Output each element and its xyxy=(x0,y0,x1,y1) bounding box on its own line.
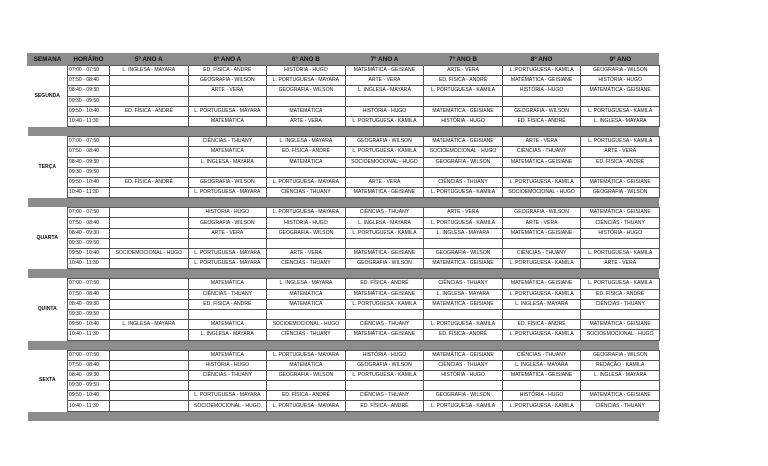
schedule-cell xyxy=(110,330,189,340)
time-slot: 08:40 - 09:30 xyxy=(68,299,110,309)
schedule-cell: L. PORTUGUESA - KAMILA xyxy=(502,177,581,187)
schedule-cell xyxy=(502,167,581,177)
schedule-cell xyxy=(581,309,660,319)
schedule-cell xyxy=(267,96,346,106)
table-row xyxy=(28,167,660,177)
column-header: 6º ANO B xyxy=(267,53,346,66)
schedule-cell xyxy=(110,401,189,411)
schedule-cell xyxy=(110,228,189,238)
schedule-cell xyxy=(345,238,424,248)
time-slot: 10:40 - 11:30 xyxy=(68,259,110,269)
schedule-cell: CIÊNCIAS - THUANY xyxy=(424,177,503,187)
day-label: TERÇA xyxy=(38,163,57,170)
schedule-cell: CIÊNCIAS - THUANY xyxy=(267,330,346,340)
schedule-cell: CIÊNCIAS - THUANY xyxy=(502,249,581,259)
schedule-cell xyxy=(345,167,424,177)
schedule-cell: ARTE - VERA xyxy=(581,259,660,269)
schedule-cell: L. PORTUGUESA - KAMILA xyxy=(424,218,503,228)
schedule-cell xyxy=(267,238,346,248)
schedule-cell: SOCIOEMOCIONAL - HUGO xyxy=(188,401,267,411)
schedule-cell: L. PORTUGUESA - MAYARA xyxy=(188,188,267,198)
schedule-cell: ED. FÍSICA - ANDRÉ xyxy=(267,391,346,401)
schedule-cell: MATEMÁTICA xyxy=(267,299,346,309)
schedule-cell xyxy=(188,167,267,177)
column-header: 6º ANO A xyxy=(188,53,267,66)
schedule-cell: CIÊNCIAS - THUANY xyxy=(581,218,660,228)
schedule-cell: L. PORTUGUESA - MAYARA xyxy=(188,259,267,269)
column-header: SEMANA xyxy=(28,53,68,66)
schedule-cell: L. INGLESA - MAYARA xyxy=(424,228,503,238)
schedule-cell: CIÊNCIAS - THUANY xyxy=(581,401,660,411)
schedule-cell: L. INGLESA - MAYARA xyxy=(502,360,581,370)
schedule-cell xyxy=(581,381,660,391)
schedule-cell xyxy=(581,96,660,106)
schedule-cell xyxy=(424,167,503,177)
schedule-cell: CIÊNCIAS - THUANY xyxy=(345,320,424,330)
time-slot: 08:40 - 09:30 xyxy=(68,86,110,96)
time-slot: 10:40 - 11:30 xyxy=(68,188,110,198)
time-slot: 10:40 - 11:30 xyxy=(68,116,110,126)
table-row xyxy=(28,76,660,86)
schedule-cell: L. INGLESA - MAYARA xyxy=(267,137,346,147)
schedule-cell xyxy=(345,96,424,106)
schedule-cell: MATEMÁTICA xyxy=(188,147,267,157)
schedule-cell: CIÊNCIAS - THUANY xyxy=(188,289,267,299)
separator-bar xyxy=(28,269,660,279)
schedule-cell: HISTÓRIA - HUGO xyxy=(188,208,267,218)
schedule-cell: SOCIOEMOCIONAL - HUGO xyxy=(502,188,581,198)
schedule-cell xyxy=(345,381,424,391)
schedule-cell: ED. FÍSICA - ANDRÉ xyxy=(110,106,189,116)
day-label: QUARTA xyxy=(36,234,58,241)
schedule-cell: MATEMÁTICA xyxy=(188,320,267,330)
schedule-cell xyxy=(110,76,189,86)
schedule-cell: MATEMÁTICA - GEISIANE xyxy=(424,350,503,360)
time-slot: 09:30 - 09:50 xyxy=(68,381,110,391)
column-header: 7º ANO A xyxy=(345,53,424,66)
schedule-cell xyxy=(110,188,189,198)
schedule-cell xyxy=(424,96,503,106)
schedule-cell: ED. FÍSICA - ANDRÉ xyxy=(581,289,660,299)
schedule-cell: L. PORTUGUESA - KAMILA xyxy=(424,188,503,198)
schedule-cell: SOCIOEMOCIONAL - HUGO xyxy=(267,320,346,330)
schedule-cell: CIÊNCIAS - THUANY xyxy=(345,391,424,401)
schedule-cell xyxy=(581,238,660,248)
schedule-cell: GEOGRAFIA - WILSON xyxy=(345,360,424,370)
schedule-cell xyxy=(110,208,189,218)
schedule-cell xyxy=(110,299,189,309)
schedule-cell xyxy=(110,381,189,391)
schedule-cell xyxy=(110,350,189,360)
schedule-cell: ED. FÍSICA - ANDRÉ xyxy=(424,76,503,86)
schedule-cell xyxy=(267,381,346,391)
schedule-cell: HISTÓRIA - HUGO xyxy=(267,66,346,76)
day-label: QUINTA xyxy=(37,305,57,312)
schedule-cell: MATEMÁTICA xyxy=(188,279,267,289)
schedule-cell: MATEMÁTICA - GEISIANE xyxy=(502,228,581,238)
schedule-cell: CIÊNCIAS - THUANY xyxy=(267,188,346,198)
schedule-cell: GEOGRAFIA - WILSON xyxy=(502,208,581,218)
schedule-cell: MATEMÁTICA xyxy=(267,157,346,167)
schedule-cell: MATEMÁTICA xyxy=(188,350,267,360)
schedule-cell: ARTE - VERA xyxy=(188,228,267,238)
schedule-cell: HISTÓRIA - HUGO xyxy=(424,370,503,380)
schedule-cell: L. PORTUGUESA - KAMILA xyxy=(345,147,424,157)
schedule-cell: ARTE - VERA xyxy=(502,218,581,228)
schedule-cell: ED. FÍSICA - ANDRÉ xyxy=(267,147,346,157)
schedule-cell: L. PORTUGUESA - KAMILA xyxy=(345,228,424,238)
schedule-cell: SOCIOEMOCIONAL - HUGO xyxy=(110,249,189,259)
schedule-cell xyxy=(110,116,189,126)
schedule-cell: GEOGRAFIA - WILSON xyxy=(424,249,503,259)
table-row xyxy=(28,381,660,391)
schedule-cell: L. INGLESA - MAYARA xyxy=(110,320,189,330)
schedule-cell: ARTE - VERA xyxy=(267,249,346,259)
schedule-cell: L. INGLESA - MAYARA xyxy=(424,289,503,299)
schedule-cell: GEOGRAFIA - WILSON xyxy=(424,157,503,167)
table-row xyxy=(28,350,660,360)
table-row xyxy=(28,309,660,319)
table-row xyxy=(28,391,660,401)
schedule-cell xyxy=(110,147,189,157)
schedule-cell xyxy=(188,238,267,248)
schedule-cell: L. PORTUGUESA - KAMILA xyxy=(345,299,424,309)
schedule-cell: L. PORTUGUESA - MAYARA xyxy=(188,106,267,116)
schedule-cell: GEOGRAFIA - WILSON xyxy=(188,76,267,86)
schedule-cell: MATEMÁTICA - GEISIANE xyxy=(581,86,660,96)
day-separator xyxy=(28,340,660,350)
time-slot: 10:40 - 11:30 xyxy=(68,401,110,411)
schedule-cell: GEOGRAFIA - WILSON xyxy=(424,391,503,401)
schedule-cell: MATEMÁTICA - GEISIANE xyxy=(424,259,503,269)
header-row xyxy=(28,53,660,66)
schedule-cell: HISTÓRIA - HUGO xyxy=(345,350,424,360)
schedule-cell: L. INGLESA - MAYARA xyxy=(188,330,267,340)
schedule-cell: MATEMÁTICA - GEISIANE xyxy=(345,289,424,299)
day-label: SEGUNDA xyxy=(34,92,60,99)
schedule-cell: CIÊNCIAS - THUANY xyxy=(502,350,581,360)
time-slot: 07:00 - 07:50 xyxy=(68,279,110,289)
day-separator xyxy=(28,127,660,137)
schedule-cell xyxy=(110,370,189,380)
schedule-cell xyxy=(581,167,660,177)
schedule-cell xyxy=(110,279,189,289)
schedule-cell: REDAÇÃO - KAMILA xyxy=(581,360,660,370)
schedule-cell: ED. FÍSICA - ANDRÉ xyxy=(502,116,581,126)
table-row xyxy=(28,96,660,106)
schedule-cell: ED. FÍSICA - ANDRÉ xyxy=(345,279,424,289)
time-slot: 07:50 - 08:40 xyxy=(68,147,110,157)
table-row xyxy=(28,157,660,167)
schedule-cell: SOCIOEMOCIONAL - HUGO xyxy=(345,157,424,167)
day-separator xyxy=(28,411,660,421)
schedule-cell: GEOGRAFIA - WILSON xyxy=(188,177,267,187)
schedule-cell: HISTÓRIA - HUGO xyxy=(581,228,660,238)
schedule-cell: MATEMÁTICA - GEISIANE xyxy=(424,299,503,309)
schedule-cell: HISTÓRIA - HUGO xyxy=(581,76,660,86)
schedule-cell: L. PORTUGUESA - MAYARA xyxy=(188,249,267,259)
schedule-body xyxy=(28,66,660,421)
table-row xyxy=(28,147,660,157)
time-slot: 07:50 - 08:40 xyxy=(68,218,110,228)
schedule-cell: GEOGRAFIA - WILSON xyxy=(267,370,346,380)
time-slot: 08:40 - 09:30 xyxy=(68,370,110,380)
schedule-cell: MATEMÁTICA - GEISIANE xyxy=(424,137,503,147)
table-row xyxy=(28,218,660,228)
time-slot: 09:50 - 10:40 xyxy=(68,320,110,330)
table-row xyxy=(28,177,660,187)
schedule-cell xyxy=(502,238,581,248)
schedule-cell: L. PORTUGUESA - KAMILA xyxy=(424,86,503,96)
time-slot: 07:50 - 08:40 xyxy=(68,289,110,299)
schedule-cell: ARTE - VERA xyxy=(424,208,503,218)
schedule-cell xyxy=(424,238,503,248)
schedule-cell: HISTÓRIA - HUGO xyxy=(424,116,503,126)
time-slot: 09:50 - 10:40 xyxy=(68,249,110,259)
separator-bar xyxy=(28,411,660,421)
schedule-cell: L. PORTUGUESA - KAMILA xyxy=(345,116,424,126)
schedule-cell: HISTÓRIA - HUGO xyxy=(502,86,581,96)
table-row xyxy=(28,208,660,218)
time-slot: 07:00 - 07:50 xyxy=(68,208,110,218)
schedule-cell: HISTÓRIA - HUGO xyxy=(502,391,581,401)
schedule-cell xyxy=(267,309,346,319)
schedule-cell: GEOGRAFIA - WILSON xyxy=(581,66,660,76)
schedule-cell xyxy=(110,309,189,319)
table-row xyxy=(28,289,660,299)
time-slot: 07:50 - 08:40 xyxy=(68,360,110,370)
table-row xyxy=(28,330,660,340)
schedule-cell xyxy=(188,381,267,391)
time-slot: 09:50 - 10:40 xyxy=(68,106,110,116)
schedule-cell: MATEMÁTICA - GEISIANE xyxy=(345,330,424,340)
time-slot: 08:40 - 09:30 xyxy=(68,157,110,167)
time-slot: 08:40 - 09:30 xyxy=(68,228,110,238)
schedule-cell: ARTE - VERA xyxy=(424,66,503,76)
schedule-cell xyxy=(110,167,189,177)
schedule-cell: MATEMÁTICA xyxy=(267,106,346,116)
schedule-cell: L. PORTUGUESA - MAYARA xyxy=(267,350,346,360)
schedule-cell: CIÊNCIAS - THUANY xyxy=(188,137,267,147)
schedule-cell: L. PORTUGUESA - KAMILA xyxy=(502,66,581,76)
schedule-cell: HISTÓRIA - HUGO xyxy=(267,218,346,228)
schedule-cell: GEOGRAFIA - WILSON xyxy=(267,86,346,96)
schedule-cell: ARTE - VERA xyxy=(267,116,346,126)
schedule-cell: L. PORTUGUESA - MAYARA xyxy=(267,177,346,187)
schedule-cell: MATEMÁTICA xyxy=(267,360,346,370)
schedule-cell: L. PORTUGUESA - KAMILA xyxy=(581,249,660,259)
schedule-cell: L. PORTUGUESA - KAMILA xyxy=(502,289,581,299)
separator-bar xyxy=(28,198,660,208)
schedule-cell: CIÊNCIAS - THUANY xyxy=(502,147,581,157)
schedule-cell: L. PORTUGUESA - KAMILA xyxy=(345,370,424,380)
separator-bar xyxy=(28,340,660,350)
time-slot: 07:00 - 07:50 xyxy=(68,350,110,360)
schedule-cell: L. PORTUGUESA - KAMILA xyxy=(424,320,503,330)
schedule-cell xyxy=(110,238,189,248)
schedule-cell: ED. FÍSICA - ANDRÉ xyxy=(502,320,581,330)
schedule-cell: ED. FÍSICA - ANDRÉ xyxy=(188,66,267,76)
time-slot: 07:50 - 08:40 xyxy=(68,76,110,86)
schedule-cell xyxy=(110,360,189,370)
schedule-cell: MATEMÁTICA - GEISIANE xyxy=(581,391,660,401)
schedule-cell: ED. FÍSICA - ANDRÉ xyxy=(345,401,424,411)
schedule-sheet xyxy=(27,53,659,421)
table-row xyxy=(28,188,660,198)
schedule-cell xyxy=(502,381,581,391)
schedule-cell: ED. FÍSICA - ANDRÉ xyxy=(581,157,660,167)
day-separator xyxy=(28,198,660,208)
schedule-cell: ARTE - VERA xyxy=(188,86,267,96)
table-row xyxy=(28,370,660,380)
schedule-cell: MATEMÁTICA - GEISIANE xyxy=(345,66,424,76)
schedule-cell: MATEMÁTICA - GEISIANE xyxy=(581,177,660,187)
time-slot: 09:30 - 09:50 xyxy=(68,167,110,177)
table-row xyxy=(28,137,660,147)
schedule-cell: ED. FÍSICA - ANDRÉ xyxy=(424,330,503,340)
schedule-cell xyxy=(110,137,189,147)
schedule-cell: GEOGRAFIA - WILSON xyxy=(188,218,267,228)
table-row xyxy=(28,279,660,289)
schedule-cell: L. PORTUGUESA - MAYARA xyxy=(188,391,267,401)
day-separator xyxy=(28,269,660,279)
schedule-cell: SOCIOEMOCIONAL - HUGO xyxy=(424,147,503,157)
schedule-cell: L. INGLESA - MAYARA xyxy=(502,299,581,309)
schedule-cell: MATEMÁTICA xyxy=(188,116,267,126)
column-header: 5º ANO A xyxy=(110,53,189,66)
time-slot: 09:30 - 09:50 xyxy=(68,96,110,106)
schedule-cell: GEOGRAFIA - WILSON xyxy=(267,228,346,238)
day-label: SEXTA xyxy=(38,377,56,384)
column-header: 9º ANO xyxy=(581,53,660,66)
schedule-cell: MATEMÁTICA - GEISIANE xyxy=(502,279,581,289)
schedule-cell: L. PORTUGUESA - KAMILA xyxy=(424,401,503,411)
schedule-cell: SOCIOEMOCIONAL - HUGO xyxy=(581,330,660,340)
schedule-cell: L. INGLESA - MAYARA xyxy=(581,370,660,380)
schedule-cell xyxy=(110,157,189,167)
schedule-cell: L. PORTUGUESA - MAYARA xyxy=(267,401,346,411)
table-row xyxy=(28,320,660,330)
table-row xyxy=(28,228,660,238)
table-row xyxy=(28,66,660,76)
schedule-cell xyxy=(345,309,424,319)
schedule-cell: CIÊNCIAS - THUANY xyxy=(581,299,660,309)
schedule-cell xyxy=(267,167,346,177)
schedule-cell xyxy=(110,86,189,96)
schedule-cell: L. PORTUGUESA - KAMILA xyxy=(581,137,660,147)
column-header: 7º ANO B xyxy=(424,53,503,66)
schedule-cell: ARTE - VERA xyxy=(345,177,424,187)
time-slot: 09:30 - 09:50 xyxy=(68,238,110,248)
schedule-cell: L. INGLESA - MAYARA xyxy=(345,218,424,228)
schedule-cell xyxy=(110,391,189,401)
time-slot: 07:00 - 07:50 xyxy=(68,137,110,147)
table-row xyxy=(28,106,660,116)
table-row xyxy=(28,401,660,411)
schedule-cell: GEOGRAFIA - WILSON xyxy=(345,259,424,269)
schedule-cell: MATEMÁTICA - GEISIANE xyxy=(345,188,424,198)
schedule-cell: ED. FÍSICA - ANDRÉ xyxy=(188,299,267,309)
table-row xyxy=(28,238,660,248)
schedule-cell: L. PORTUGUESA - KAMILA xyxy=(502,401,581,411)
schedule-cell: MATEMÁTICA - GEISIANE xyxy=(424,106,503,116)
schedule-cell: GEOGRAFIA - WILSON xyxy=(581,188,660,198)
schedule-cell: L. INGLESA - MAYARA xyxy=(110,66,189,76)
schedule-cell: HISTÓRIA - HUGO xyxy=(188,360,267,370)
schedule-cell: MATEMÁTICA - GEISIANE xyxy=(502,370,581,380)
schedule-cell: L. INGLESA - MAYARA xyxy=(345,86,424,96)
column-header: HORÁRIO xyxy=(68,53,110,66)
schedule-cell: L. PORTUGUESA - MAYARA xyxy=(267,208,346,218)
schedule-cell: MATEMÁTICA - GEISIANE xyxy=(581,320,660,330)
time-slot: 09:50 - 10:40 xyxy=(68,177,110,187)
schedule-cell: CIÊNCIAS - THUANY xyxy=(424,279,503,289)
schedule-cell xyxy=(110,289,189,299)
schedule-cell: MATEMÁTICA - GEISIANE xyxy=(502,157,581,167)
schedule-cell: CIÊNCIAS - THUANY xyxy=(188,370,267,380)
table-row xyxy=(28,299,660,309)
schedule-cell: ARTE - VERA xyxy=(581,147,660,157)
schedule-cell: MATEMÁTICA - GEISIANE xyxy=(581,208,660,218)
schedule-cell: L. PORTUGUESA - MAYARA xyxy=(267,76,346,86)
schedule-cell: ARTE - VERA xyxy=(502,137,581,147)
schedule-cell: L. PORTUGUESA - KAMILA xyxy=(581,279,660,289)
schedule-cell xyxy=(502,309,581,319)
schedule-cell: GEOGRAFIA - WILSON xyxy=(502,106,581,116)
schedule-cell: L. INGLESA - MAYARA xyxy=(267,279,346,289)
schedule-cell: GEOGRAFIA - WILSON xyxy=(581,350,660,360)
table-row xyxy=(28,360,660,370)
schedule-cell: MATEMÁTICA xyxy=(267,289,346,299)
separator-bar xyxy=(28,127,660,137)
schedule-cell: GEOGRAFIA - WILSON xyxy=(345,137,424,147)
schedule-cell: L. INGLESA - MAYARA xyxy=(581,116,660,126)
time-slot: 09:30 - 09:50 xyxy=(68,309,110,319)
schedule-cell: MATEMÁTICA - GEISIANE xyxy=(502,76,581,86)
schedule-cell: L. PORTUGUESA - KAMILA xyxy=(502,259,581,269)
schedule-table xyxy=(27,53,660,421)
schedule-cell: L. INGLESA - MAYARA xyxy=(188,157,267,167)
time-slot: 10:40 - 11:30 xyxy=(68,330,110,340)
schedule-cell: MATEMÁTICA - GEISIANE xyxy=(345,249,424,259)
schedule-cell: CIÊNCIAS - THUANY xyxy=(345,208,424,218)
schedule-cell xyxy=(502,96,581,106)
schedule-cell xyxy=(110,96,189,106)
schedule-cell xyxy=(424,309,503,319)
table-row xyxy=(28,116,660,126)
schedule-cell: ED. FÍSICA - ANDRÉ xyxy=(110,177,189,187)
schedule-cell: CIÊNCIAS - THUANY xyxy=(267,259,346,269)
time-slot: 09:50 - 10:40 xyxy=(68,391,110,401)
time-slot: 07:00 - 07:50 xyxy=(68,66,110,76)
schedule-cell xyxy=(424,381,503,391)
table-row xyxy=(28,249,660,259)
schedule-cell: L. PORTUGUESA - KAMILA xyxy=(581,106,660,116)
table-row xyxy=(28,259,660,269)
schedule-cell: L. PORTUGUESA - KAMILA xyxy=(502,330,581,340)
schedule-cell: HISTÓRIA - HUGO xyxy=(345,106,424,116)
schedule-cell xyxy=(110,218,189,228)
column-header: 8º ANO xyxy=(502,53,581,66)
schedule-cell: CIÊNCIAS - THUANY xyxy=(424,360,503,370)
schedule-cell xyxy=(110,259,189,269)
schedule-cell xyxy=(188,309,267,319)
schedule-cell xyxy=(188,96,267,106)
table-row xyxy=(28,86,660,96)
schedule-cell: ARTE - VERA xyxy=(345,76,424,86)
